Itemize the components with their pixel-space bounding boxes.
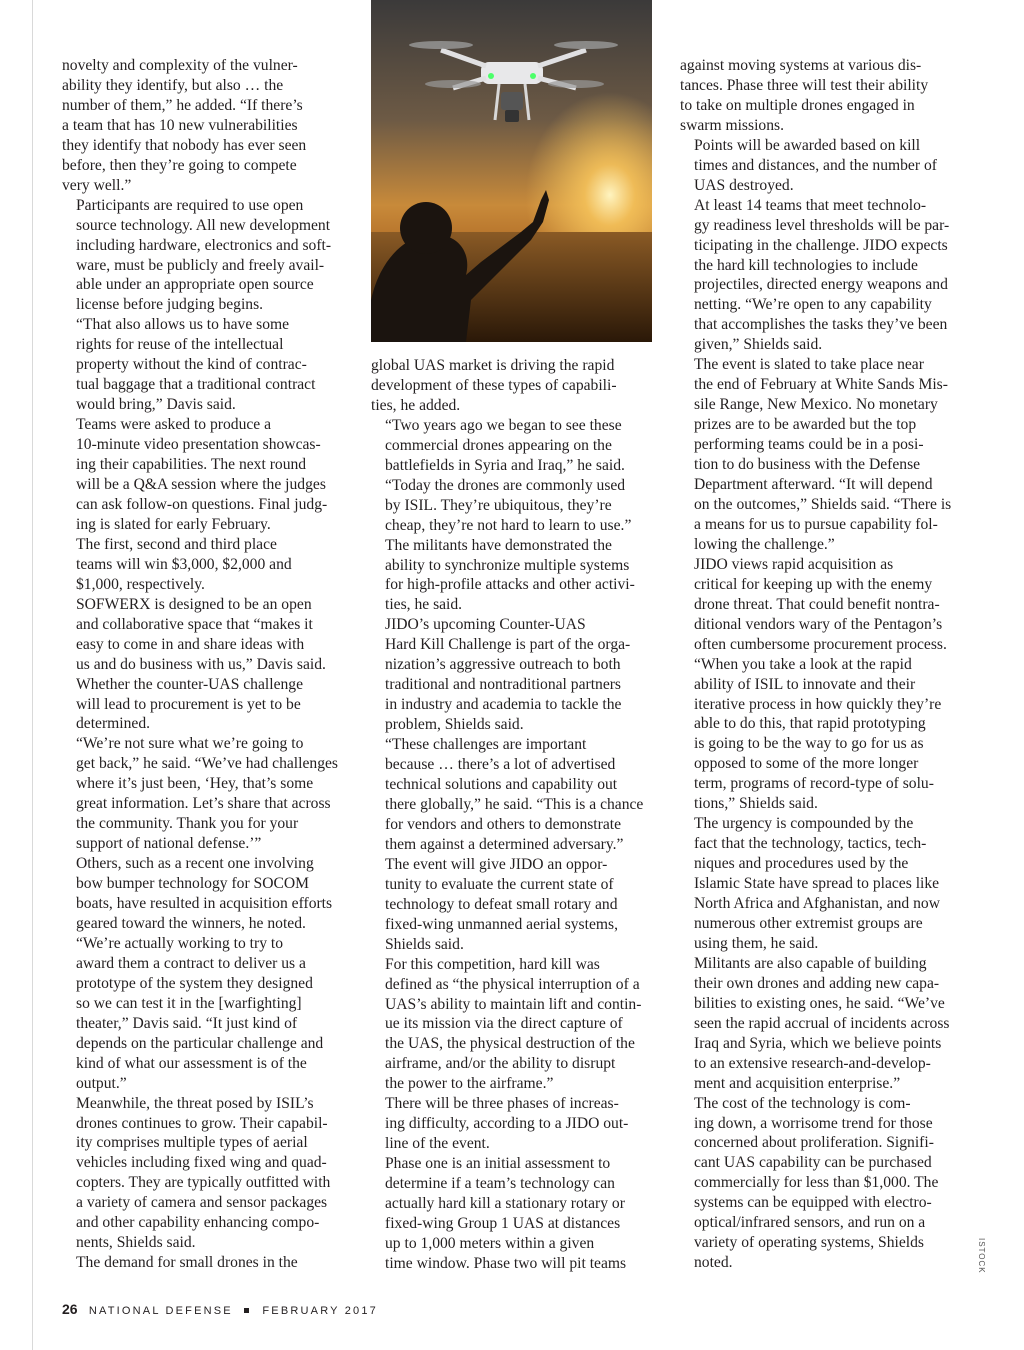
text-line: number of them,” he added. “If there’s: [62, 96, 303, 114]
text-line: in industry and academia to tackle the: [385, 696, 622, 714]
text-line: “Today the drones are commonly used: [385, 476, 626, 494]
text-line: us and do business with us,” Davis said.: [76, 655, 326, 673]
text-line: iterative process in how quickly they’re: [694, 695, 942, 713]
text-line: “We’re actually working to try to: [76, 934, 284, 952]
text-line: get back,” he said. “We’ve had challenges: [76, 755, 338, 773]
text-line: Shields said.: [385, 935, 464, 953]
text-line: Points will be awarded based on kill: [694, 136, 921, 154]
text-line: critical for keeping up with the enemy: [694, 575, 933, 593]
text-line: output.”: [76, 1074, 127, 1092]
text-line: opposed to some of the more longer: [694, 755, 919, 773]
text-line: to an extensive research-and-develop-: [694, 1054, 931, 1072]
text-line: before, then they’re going to compete: [62, 156, 297, 174]
text-line: against moving systems at various dis-: [680, 57, 922, 74]
text-line: bilities to existing ones, he said. “We’ve: [694, 994, 945, 1012]
text-line: on the outcomes,” Shields said. “There is: [694, 495, 952, 513]
text-line: would bring,” Davis said.: [76, 396, 236, 414]
issue-date: FEBRUARY 2017: [262, 1305, 379, 1317]
text-line: ing down, a worrisome trend for those: [694, 1114, 933, 1132]
text-line: niques and procedures used by the: [694, 855, 909, 873]
text-line: ment and acquisition enterprise.”: [694, 1074, 901, 1092]
text-line: optical/infrared sensors, and run on a: [694, 1214, 926, 1232]
text-line: systems can be equipped with electro-: [694, 1194, 932, 1212]
text-line: Hard Kill Challenge is part of the orga-: [385, 636, 631, 654]
text-line: ing their capabilities. The next round: [76, 456, 307, 474]
text-line: able to do this, that rapid prototyping: [694, 715, 926, 733]
text-line: The event is slated to take place near: [694, 356, 924, 374]
paragraph: [62, 734, 344, 854]
text-line: and collaborative space that “makes it: [76, 615, 313, 633]
paragraph: [62, 934, 344, 1094]
text-line: by ISIL. They’re ubiquitous, they’re: [385, 496, 612, 514]
text-line: Whether the counter-UAS challenge: [76, 675, 304, 693]
text-line: $1,000, respectively.: [76, 575, 205, 593]
paragraph: [62, 56, 344, 196]
text-line: fixed-wing Group 1 UAS at distances: [385, 1214, 621, 1232]
paragraph: [62, 1094, 344, 1254]
text-line: “We’re not sure what we’re going to: [76, 735, 304, 753]
paragraph: [680, 954, 962, 1094]
text-line: kind of what our assessment is of the: [76, 1054, 307, 1072]
text-line: ties, he added.: [371, 396, 461, 414]
text-line: gy readiness level thresholds will be par-: [694, 216, 950, 234]
text-line: 10-minute video presentation showcas-: [76, 436, 321, 454]
paragraph: [371, 615, 653, 735]
text-line: a means for us to pursue capability fol-: [694, 515, 938, 533]
text-line: a team that has 10 new vulnerabilities: [62, 116, 298, 134]
text-line: able under an appropriate open source: [76, 276, 314, 294]
text-line: drone threat. That could benefit nontra-: [694, 595, 940, 613]
text-line: The first, second and third place: [76, 535, 277, 553]
text-line: Islamic State have spread to places like: [694, 875, 940, 893]
publication-name: NATIONAL DEFENSE: [88, 1305, 233, 1317]
text-line: netting. “We’re open to any capability: [694, 296, 932, 314]
text-line: copters. They are typically outfitted with: [76, 1174, 331, 1192]
text-line: them against a determined adversary.”: [385, 835, 624, 853]
text-line: The urgency is compounded by the: [694, 815, 914, 833]
text-line: the end of February at White Sands Mis-: [694, 376, 948, 394]
text-line: using them, he said.: [694, 934, 819, 952]
drone-photo: [371, 0, 652, 342]
text-line: fact that the technology, tactics, tech-: [694, 835, 927, 853]
text-line: ware, must be publicly and freely avail-: [76, 256, 325, 274]
text-line: ditional vendors wary of the Pentagon’s: [694, 615, 943, 633]
text-line: SOFWERX is designed to be an open: [76, 595, 312, 613]
text-line: tunity to evaluate the current state of: [385, 875, 614, 893]
text-line: actually hard kill a stationary rotary or: [385, 1195, 625, 1213]
paragraph: [62, 535, 344, 595]
paragraph: [371, 1094, 653, 1154]
page-footer: [62, 1301, 378, 1317]
text-line: Participants are required to use open: [76, 196, 304, 214]
text-line: defined as “the physical interruption of a: [385, 975, 640, 993]
text-line: commercially for less than $1,000. The: [694, 1174, 939, 1192]
text-line: airframe, and/or the ability to disrupt: [385, 1055, 616, 1073]
text-line: variety of operating systems, Shields: [694, 1234, 924, 1252]
text-line: boats, have resulted in acquisition efforts: [76, 895, 333, 913]
text-line: line of the event.: [385, 1135, 490, 1153]
text-line: The demand for small drones in the: [76, 1254, 298, 1272]
text-line: cheap, they’re not hard to learn to use.”: [385, 516, 632, 534]
text-line: the hard kill technologies to include: [694, 256, 918, 274]
article-column-1: [62, 56, 344, 1273]
text-line: and other capability enhancing compo-: [76, 1214, 320, 1232]
text-line: for high-profile attacks and other activi-: [385, 576, 635, 594]
paragraph: [62, 415, 344, 535]
text-line: development of these types of capabili-: [371, 376, 617, 394]
text-line: vehicles including fixed wing and quad-: [76, 1154, 327, 1172]
article-column-2: [371, 356, 653, 1274]
text-line: ing is slated for early February.: [76, 515, 271, 533]
text-line: will be a Q&A session where the judges: [76, 476, 326, 494]
text-line: times and distances, and the number of: [694, 156, 937, 174]
text-line: concerned about proliferation. Signifi-: [694, 1134, 934, 1152]
text-line: source technology. All new development: [76, 216, 331, 234]
text-line: property without the kind of contrac-: [76, 356, 307, 374]
text-line: North Africa and Afghanistan, and now: [694, 895, 940, 913]
text-line: There will be three phases of increas-: [385, 1095, 619, 1113]
paragraph: [62, 196, 344, 316]
paragraph: [680, 56, 962, 136]
text-line: lowing the challenge.”: [694, 535, 835, 553]
paragraph: [680, 196, 962, 356]
text-line: often cumbersome procurement process.: [694, 635, 947, 653]
text-line: drones continues to grow. Their capabil-: [76, 1114, 328, 1132]
paragraph: [371, 1154, 653, 1274]
text-line: “When you take a look at the rapid: [694, 655, 912, 673]
text-line: nents, Shields said.: [76, 1234, 196, 1252]
text-line: novelty and complexity of the vulner-: [62, 57, 298, 74]
text-line: noted.: [694, 1254, 733, 1272]
text-line: UAS destroyed.: [694, 176, 794, 194]
paragraph: [680, 655, 962, 815]
text-line: determine if a team’s technology can: [385, 1175, 615, 1193]
text-line: For this competition, hard kill was: [385, 955, 600, 973]
text-line: ity comprises multiple types of aerial: [76, 1134, 308, 1152]
text-line: Meanwhile, the threat posed by ISIL’s: [76, 1094, 314, 1112]
photo-credit: ISTOCK: [977, 1238, 986, 1274]
text-line: ability they identify, but also … the: [62, 76, 284, 94]
text-line: traditional and nontraditional partners: [385, 676, 622, 694]
text-line: rights for reuse of the intellectual: [76, 336, 284, 354]
text-line: Department afterward. “It will depend: [694, 476, 933, 494]
text-line: bow bumper technology for SOCOM: [76, 875, 310, 893]
text-line: will lead to procurement is yet to be: [76, 695, 301, 713]
paragraph: [371, 536, 653, 616]
text-line: ability of ISIL to innovate and their: [694, 675, 916, 693]
text-line: tances. Phase three will test their ability: [680, 76, 929, 94]
text-line: Phase one is an initial assessment to: [385, 1155, 611, 1173]
text-line: a variety of camera and sensor packages: [76, 1194, 328, 1212]
text-line: term, programs of record-type of solu-: [694, 775, 934, 793]
text-line: depends on the particular challenge and: [76, 1034, 324, 1052]
text-line: Militants are also capable of building: [694, 954, 927, 972]
text-line: Iraq and Syria, which we believe points: [694, 1034, 942, 1052]
text-line: The event will give JIDO an oppor-: [385, 855, 608, 873]
text-line: the power to the airframe.”: [385, 1075, 554, 1093]
text-line: tions,” Shields said.: [694, 795, 818, 813]
paragraph: [680, 555, 962, 655]
text-line: teams will win $3,000, $2,000 and: [76, 555, 292, 573]
text-line: sile Range, New Mexico. No monetary: [694, 396, 938, 414]
text-line: swarm missions.: [680, 116, 784, 134]
text-line: “These challenges are important: [385, 736, 587, 754]
page-number: 26: [62, 1301, 78, 1317]
footer-separator: [244, 1308, 249, 1313]
text-line: can ask follow-on questions. Final judg-: [76, 495, 328, 513]
text-line: so we can test it in the [warfighting]: [76, 994, 302, 1012]
text-line: ue its mission via the direct capture of: [385, 1015, 623, 1033]
text-line: prototype of the system they designed: [76, 974, 313, 992]
text-line: determined.: [76, 715, 151, 733]
text-line: very well.”: [62, 176, 132, 194]
paragraph: [680, 355, 962, 555]
text-line: UAS’s ability to maintain lift and contin-: [385, 995, 642, 1013]
text-line: The militants have demonstrated the: [385, 536, 612, 554]
text-line: because … there’s a lot of advertised: [385, 756, 616, 774]
text-line: technical solutions and capability out: [385, 776, 618, 794]
text-line: global UAS market is driving the rapid: [371, 357, 615, 374]
text-line: given,” Shields said.: [694, 336, 823, 354]
text-line: JIDO’s upcoming Counter-UAS: [385, 616, 586, 634]
text-line: easy to come in and share ideas with: [76, 635, 305, 653]
text-line: tion to do business with the Defense: [694, 456, 921, 474]
paragraph: [62, 854, 344, 934]
paragraph: [371, 855, 653, 955]
paragraph: [680, 136, 962, 196]
text-line: nization’s aggressive outreach to both: [385, 656, 621, 674]
text-line: The cost of the technology is com-: [694, 1094, 911, 1112]
text-line: for vendors and others to demonstrate: [385, 815, 622, 833]
text-line: great information. Let’s share that across: [76, 795, 331, 813]
paragraph: [62, 315, 344, 415]
paragraph: [371, 356, 653, 416]
paragraph: [62, 1253, 344, 1273]
text-line: fixed-wing unmanned aerial systems,: [385, 915, 618, 933]
paragraph: [680, 814, 962, 954]
text-line: cant UAS capability can be purchased: [694, 1154, 932, 1172]
text-line: prizes are to be awarded but the top: [694, 416, 917, 434]
text-line: that accomplishes the tasks they’ve been: [694, 316, 948, 334]
text-line: their own drones and adding new capa-: [694, 974, 940, 992]
text-line: geared toward the winners, he noted.: [76, 914, 306, 932]
text-line: award them a contract to deliver us a: [76, 954, 306, 972]
text-line: numerous other extremist groups are: [694, 914, 923, 932]
text-line: where it’s just been, ‘Hey, that’s some: [76, 775, 314, 793]
text-line: time window. Phase two will pit teams: [385, 1254, 627, 1272]
text-line: there globally,” he said. “This is a chance: [385, 795, 644, 813]
text-line: commercial drones appearing on the: [385, 436, 612, 454]
paragraph: [371, 955, 653, 1095]
text-line: up to 1,000 meters within a given: [385, 1234, 595, 1252]
text-line: “That also allows us to have some: [76, 316, 290, 334]
text-line: At least 14 teams that meet technolo-: [694, 196, 927, 214]
text-line: Teams were asked to produce a: [76, 416, 272, 434]
text-line: the UAS, the physical destruction of the: [385, 1035, 635, 1053]
text-line: “Two years ago we began to see these: [385, 416, 622, 434]
text-line: theater,” Davis said. “It just kind of: [76, 1014, 298, 1032]
text-line: to take on multiple drones engaged in: [680, 96, 915, 114]
text-line: they identify that nobody has ever seen: [62, 136, 307, 154]
text-line: ties, he said.: [385, 596, 463, 614]
text-line: is going to be the way to go for us as: [694, 735, 924, 753]
text-line: ability to synchronize multiple systems: [385, 556, 630, 574]
text-line: seen the rapid accrual of incidents across: [694, 1014, 950, 1032]
text-line: including hardware, electronics and soft-: [76, 236, 332, 254]
text-line: ticipating in the challenge. JIDO expects: [694, 236, 948, 254]
text-line: license before judging begins.: [76, 296, 264, 314]
text-line: technology to defeat small rotary and: [385, 895, 618, 913]
text-line: battlefields in Syria and Iraq,” he said.: [385, 456, 625, 474]
paragraph: [371, 735, 653, 855]
text-line: support of national defense.’”: [76, 835, 262, 853]
text-line: performing teams could be in a posi-: [694, 436, 924, 454]
paragraph: [62, 595, 344, 735]
article-column-3: [680, 56, 962, 1273]
text-line: tual baggage that a traditional contract: [76, 376, 316, 394]
paragraph: [680, 1094, 962, 1274]
text-line: JIDO views rapid acquisition as: [694, 555, 894, 573]
text-line: problem, Shields said.: [385, 716, 524, 734]
text-line: ing difficulty, according to a JIDO out-: [385, 1115, 629, 1133]
page-margin-rule: [32, 0, 33, 1350]
text-line: Others, such as a recent one involving: [76, 855, 314, 873]
paragraph: [371, 416, 653, 536]
text-line: the community. Thank you for your: [76, 815, 299, 833]
text-line: projectiles, directed energy weapons and: [694, 276, 948, 294]
